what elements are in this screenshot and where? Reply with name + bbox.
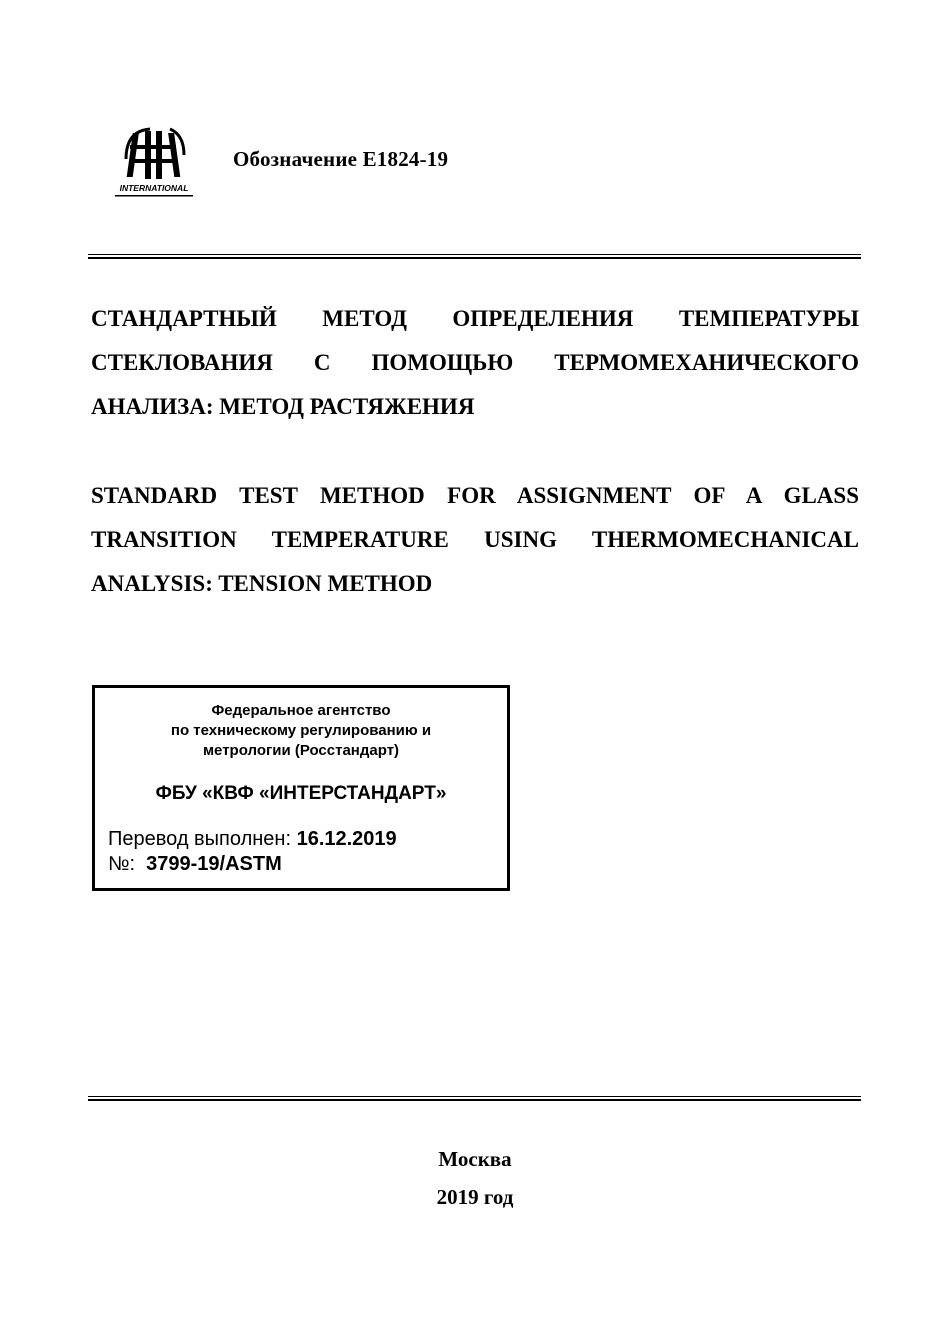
title-russian [91,297,859,429]
bottom-divider [88,1096,861,1101]
translation-number-row [108,853,282,876]
title-ru-line: СТАНДАРТНЫЙ МЕТОД ОПРЕДЕЛЕНИЯ ТЕМПЕРАТУРЫ [91,306,859,331]
translation-date-label: Перевод выполнен: [108,828,297,850]
agency-name [95,701,507,761]
organization-name: ФБУ «КВФ «ИНТЕРСТАНДАРТ» [155,783,447,804]
agency-line: метрологии (Росстандарт) [202,742,400,759]
translation-date-row [108,828,397,851]
publication-year: 2019 год [436,1185,514,1209]
publication-city: Москва [438,1147,512,1171]
title-en-line: TRANSITION TEMPERATURE USING THERMOMECHANICAL [91,527,859,552]
translation-number-value: 3799-19/ASTM [146,853,282,875]
translation-date-value: 16.12.2019 [296,828,397,850]
title-en-line: STANDARD TEST METHOD FOR ASSIGNMENT OF A GLASS [91,483,859,508]
translation-number-label: №: [108,853,147,875]
svg-text:INTERNATIONAL: INTERNATIONAL [119,183,189,193]
top-divider [88,254,861,259]
title-english [91,474,859,606]
agency-line: по техническому регулированию и [170,722,432,739]
document-designation: Обозначение E1824-19 [233,147,449,171]
astm-logo [112,125,196,199]
translation-stamp-box [92,685,510,891]
title-ru-line: АНАЛИЗА: МЕТОД РАСТЯЖЕНИЯ [91,394,475,419]
title-en-line: ANALYSIS: TENSION METHOD [91,571,433,596]
agency-line: Федеральное агентство [211,702,391,719]
title-ru-line: СТЕКЛОВАНИЯ С ПОМОЩЬЮ ТЕРМОМЕХАНИЧЕСКОГО [91,350,859,375]
